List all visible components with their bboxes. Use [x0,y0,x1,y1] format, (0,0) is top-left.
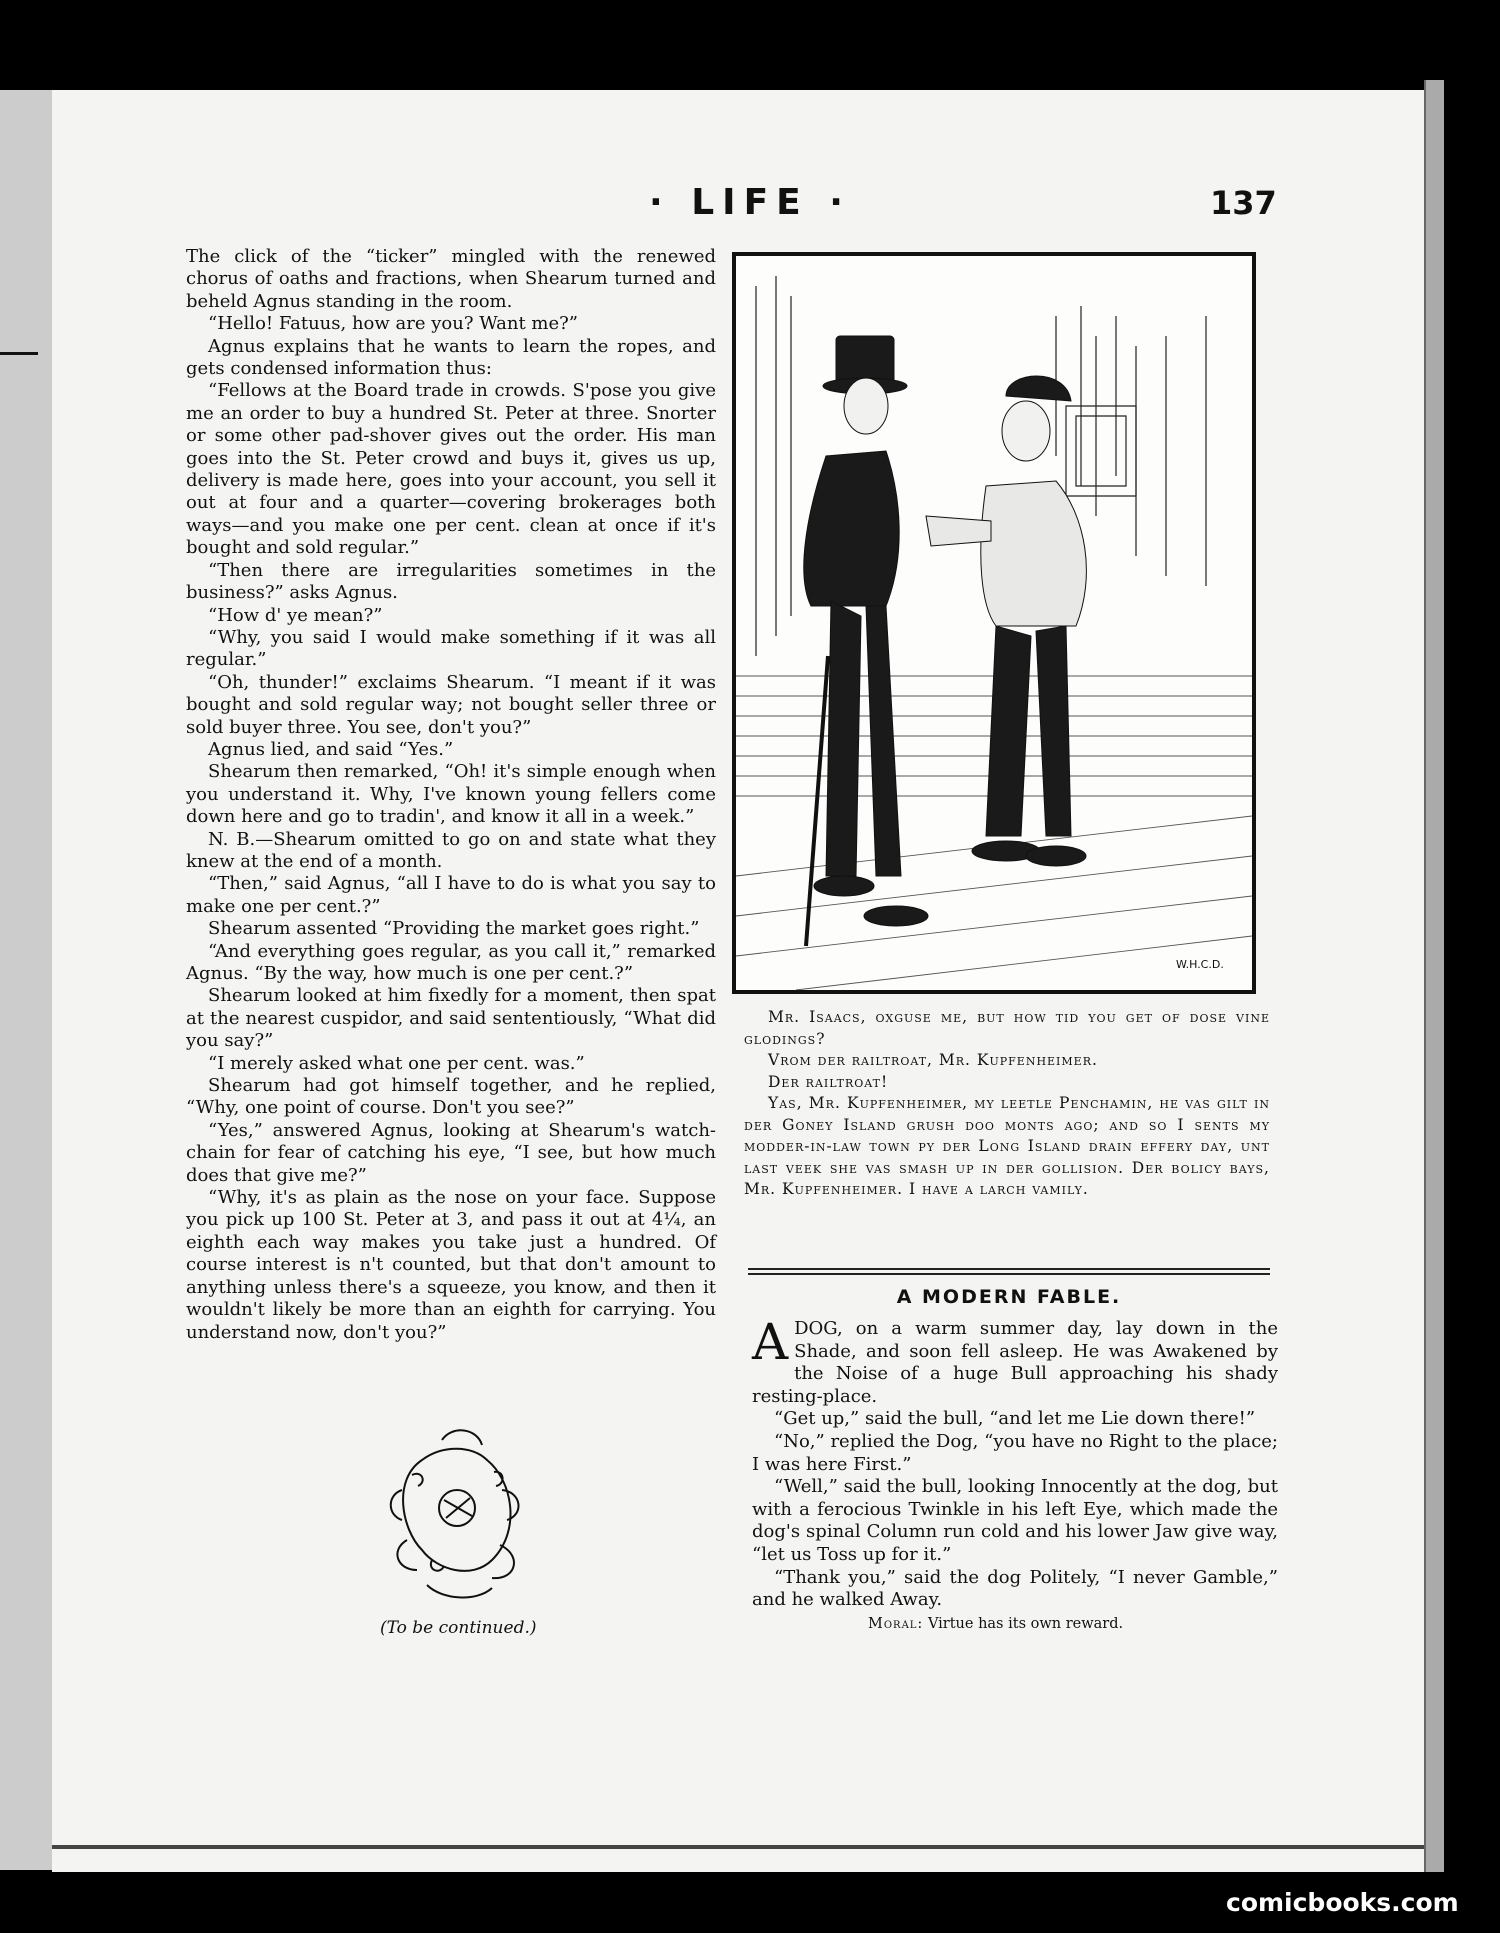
story-paragraph: “Why, it's as plain as the nose on your face. Suppose you pick up 100 St. Peter at 3, and pass it out at 4¼, an eighth each way makes you take just a hundred. Of course interest is n't counted, but that don't amount to anything unless there's a squeeze, you know, and then it wouldn't likely be more than an eighth for carrying. You understand now, don't you?” [186,1187,716,1343]
right-page-edge [1424,80,1444,1872]
story-column [186,246,716,1344]
decorative-vignette [382,1420,532,1610]
left-page-rule [0,352,38,355]
fable-paragraph: “Get up,” said the bull, “and let me Lie down there!” [774,1408,1256,1430]
story-paragraph: “Then,” said Agnus, “all I have to do is what you say to make one per cent.?” [186,873,716,917]
story-paragraph: “I merely asked what one per cent. was.” [208,1052,585,1074]
story-paragraph: Agnus lied, and said “Yes.” [208,738,454,760]
story-paragraph: Shearum then remarked, “Oh! it's simple enough when you understand it. Why, I've known young fellers come down here and go to tradin', and know it all in a week.” [186,761,716,828]
fable-paragraph: “No,” replied the Dog, “you have no Right to the place; I was here First.” [752,1430,1278,1475]
page-bottom-edge [52,1845,1424,1849]
story-paragraph: “Yes,” answered Agnus, looking at Shearum's watch-chain for fear of catching his eye, “I see, but how much does that give me?” [186,1119,716,1186]
story-paragraph: “How d' ye mean?” [208,604,383,626]
fable-opening: DOG, on a warm summer day, lay down in the Shade, and soon fell asleep. He was Awakened by the Noise of a huge Bull approaching his shady resting-place. [752,1318,1278,1407]
moral-label: Moral: [868,1616,924,1632]
story-paragraph: “Fellows at the Board trade in crowds. S'pose you give me an order to buy a hundred St. Peter at three. Snorter or some other pad-shover gives out the order. His man goes into the St. Peter crowd and buys it, gives us up, delivery is made here, goes into your account, you sell it out at four and a quarter—covering brokerages both ways—and you make one per cent. clean at once if it's bought and sold regular.” [186,380,716,559]
story-paragraph: “And everything goes regular, as you call it,” remarked Agnus. “By the way, how much is one per cent.?” [186,940,716,984]
fable-title: A MODERN FABLE. [896,1286,1122,1308]
story-paragraph: N. B.—Shearum omitted to go on and state what they knew at the end of a month. [186,828,716,872]
story-paragraph: “Oh, thunder!” exclaims Shearum. “I meant if it was bought and sold regular way; not bought seller three or sold buyer three. You see, don't you?” [186,671,716,738]
magazine-title: · LIFE · [649,182,851,223]
drop-cap: A [752,1313,789,1371]
fable-paragraph: “Thank you,” said the dog Politely, “I never Gamble,” and he walked Away. [752,1566,1278,1611]
fable-text [752,1313,1278,1612]
watermark: comicbooks.com [1226,1888,1459,1917]
story-paragraph: “Then there are irregularities sometimes in the business?” asks Agnus. [186,559,716,604]
story-paragraph: “Hello! Fatuus, how are you? Want me?” [208,313,578,335]
caption-line: Mr. Isaacs, oxguse me, but how tid you get of dose vine glodings? [744,1008,1270,1048]
moral-text: Virtue has its own reward. [927,1616,1124,1632]
to-be-continued: (To be continued.) [380,1618,537,1638]
divider-rule [748,1273,1270,1275]
story-paragraph: Shearum looked at him fixedly for a moment, then spat at the nearest cuspidor, and said sententiously, “What did you say?” [186,985,716,1052]
fable-moral [868,1616,1123,1632]
story-paragraph: Shearum had got himself together, and he replied, “Why, one point of course. Don't you see?” [186,1075,716,1119]
story-paragraph: Agnus explains that he wants to learn the ropes, and gets condensed information thus: [186,335,716,380]
page-number: 137 [1210,184,1277,222]
caption-line: Yas, Mr. Kupfenheimer, my leetle Penchamin, he vas gilt in der Goney Island grush doo monts ago; and so I sents my modder-in-law town py der Long Island drain effery day, unt last veek she vas smash up in der gollision. Der bolicy bays, Mr. Kupfenheimer. I have a larch vamily. [744,1094,1270,1198]
left-page-edge [0,90,55,1870]
divider-rule [748,1268,1270,1270]
cartoon-caption [744,1007,1270,1201]
illustration-signature: W.H.C.D. [1176,958,1224,971]
story-paragraph: “Why, you said I would make something if it was all regular.” [186,626,716,671]
caption-line: Vrom der railtroat, Mr. Kupfenheimer. [768,1051,1098,1069]
fable-paragraph [752,1313,1278,1408]
cartoon-illustration [732,252,1256,994]
fable-paragraph: “Well,” said the bull, looking Innocently at the dog, but with a ferocious Twinkle in his left Eye, which made the dog's spinal Column run cold and his lower Jaw give way, “let us Toss up for it.” [752,1476,1278,1565]
story-paragraph: The click of the “ticker” mingled with the renewed chorus of oaths and fractions, when Shearum turned and beheld Agnus standing in the room. [186,246,716,312]
caption-line: Der railtroat! [768,1072,889,1091]
story-paragraph: Shearum assented “Providing the market goes right.” [208,918,700,940]
